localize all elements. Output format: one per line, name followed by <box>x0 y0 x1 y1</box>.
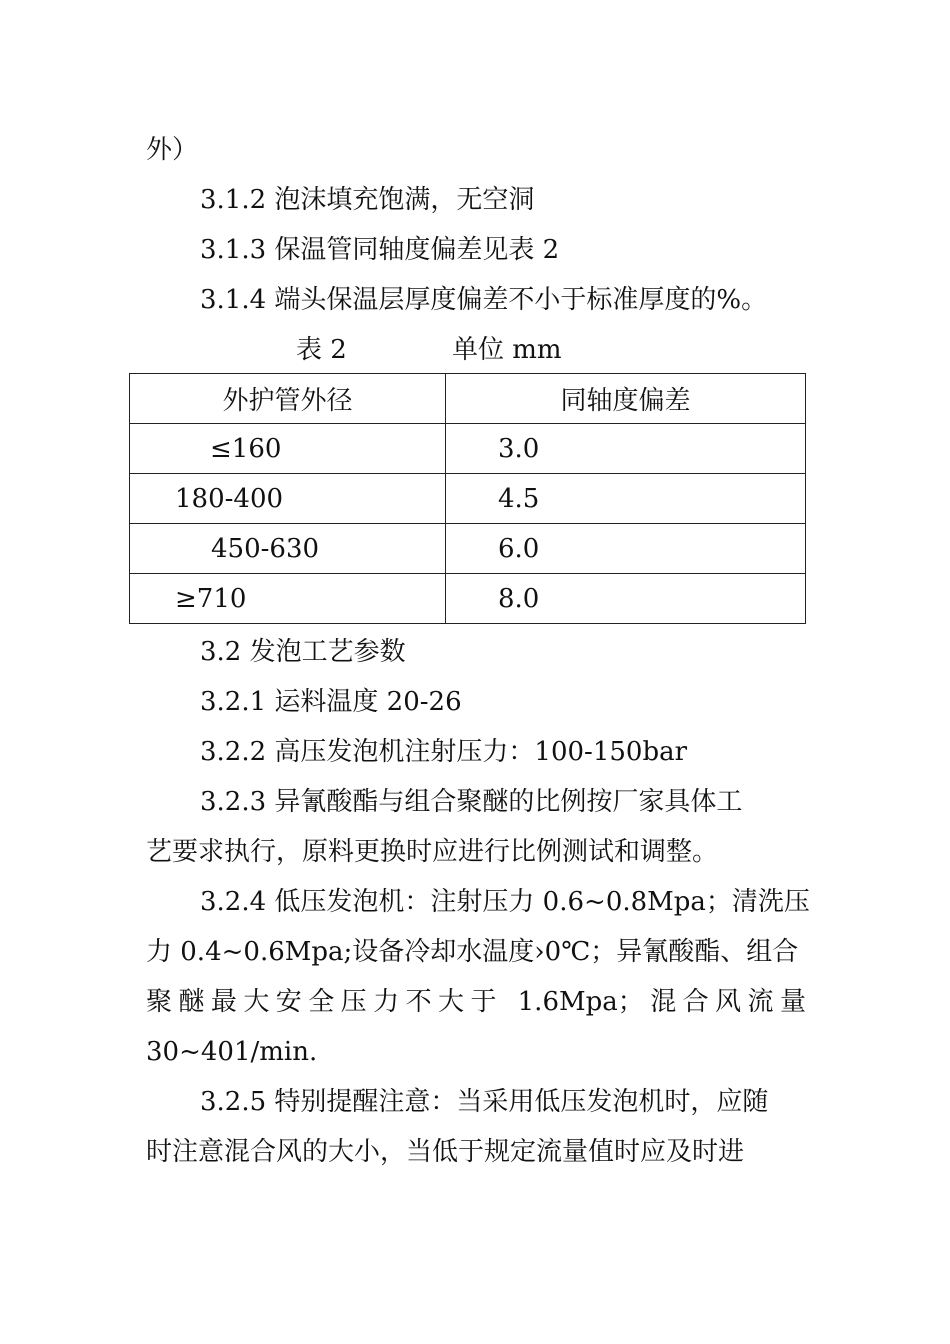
cell-deviation: 8.0 <box>446 574 806 624</box>
text-line: 时注意混合风的大小，当低于规定流量值时应及时进 <box>146 1137 745 1167</box>
table-row <box>130 474 806 524</box>
clause-3-1-2: 3.1.2 泡沫填充饱满，无空洞 <box>200 185 535 215</box>
clause-3-1-4: 3.1.4 端头保温层厚度偏差不小于标准厚度的%。 <box>200 285 768 315</box>
clause-3-2-4: 3.2.4 低压发泡机：注射压力 0.6~0.8Mpa；清洗压 <box>200 887 810 917</box>
text-line: 聚醚最大安全压力不大于 1.6Mpa；混合风流量 <box>146 987 806 1017</box>
text-line: 30~401/min. <box>146 1037 318 1067</box>
text-line: 艺要求执行，原料更换时应进行比例测试和调整。 <box>146 837 719 867</box>
coaxiality-table <box>129 373 806 624</box>
table-row <box>130 524 806 574</box>
clause-3-1-3: 3.1.3 保温管同轴度偏差见表 2 <box>200 235 560 265</box>
table-title: 表 2 <box>296 335 347 365</box>
cell-diameter: ≤160 <box>130 424 446 474</box>
clause-3-2-5: 3.2.5 特别提醒注意：当采用低压发泡机时，应随 <box>200 1087 769 1117</box>
cell-diameter: 180-400 <box>130 474 446 524</box>
header-coaxiality-deviation: 同轴度偏差 <box>446 374 806 424</box>
header-outer-diameter: 外护管外径 <box>130 374 446 424</box>
clause-3-2-2: 3.2.2 高压发泡机注射压力：100-150bar <box>200 737 688 767</box>
cell-deviation: 6.0 <box>446 524 806 574</box>
table-unit: 单位 mm <box>452 335 562 365</box>
cell-diameter: 450-630 <box>130 524 446 574</box>
table-row <box>130 574 806 624</box>
section-3-2-heading: 3.2 发泡工艺参数 <box>200 637 406 667</box>
cell-deviation: 3.0 <box>446 424 806 474</box>
text-line: 力 0.4~0.6Mpa;设备冷却水温度›0℃；异氰酸酯、组合 <box>146 937 799 967</box>
cell-diameter: ≥710 <box>130 574 446 624</box>
clause-3-2-3: 3.2.3 异氰酸酯与组合聚醚的比例按厂家具体工 <box>200 787 743 817</box>
cell-deviation: 4.5 <box>446 474 806 524</box>
table-row <box>130 424 806 474</box>
text-line: 外） <box>146 135 199 165</box>
table-header-row <box>130 374 806 424</box>
clause-3-2-1: 3.2.1 运料温度 20-26 <box>200 687 462 717</box>
